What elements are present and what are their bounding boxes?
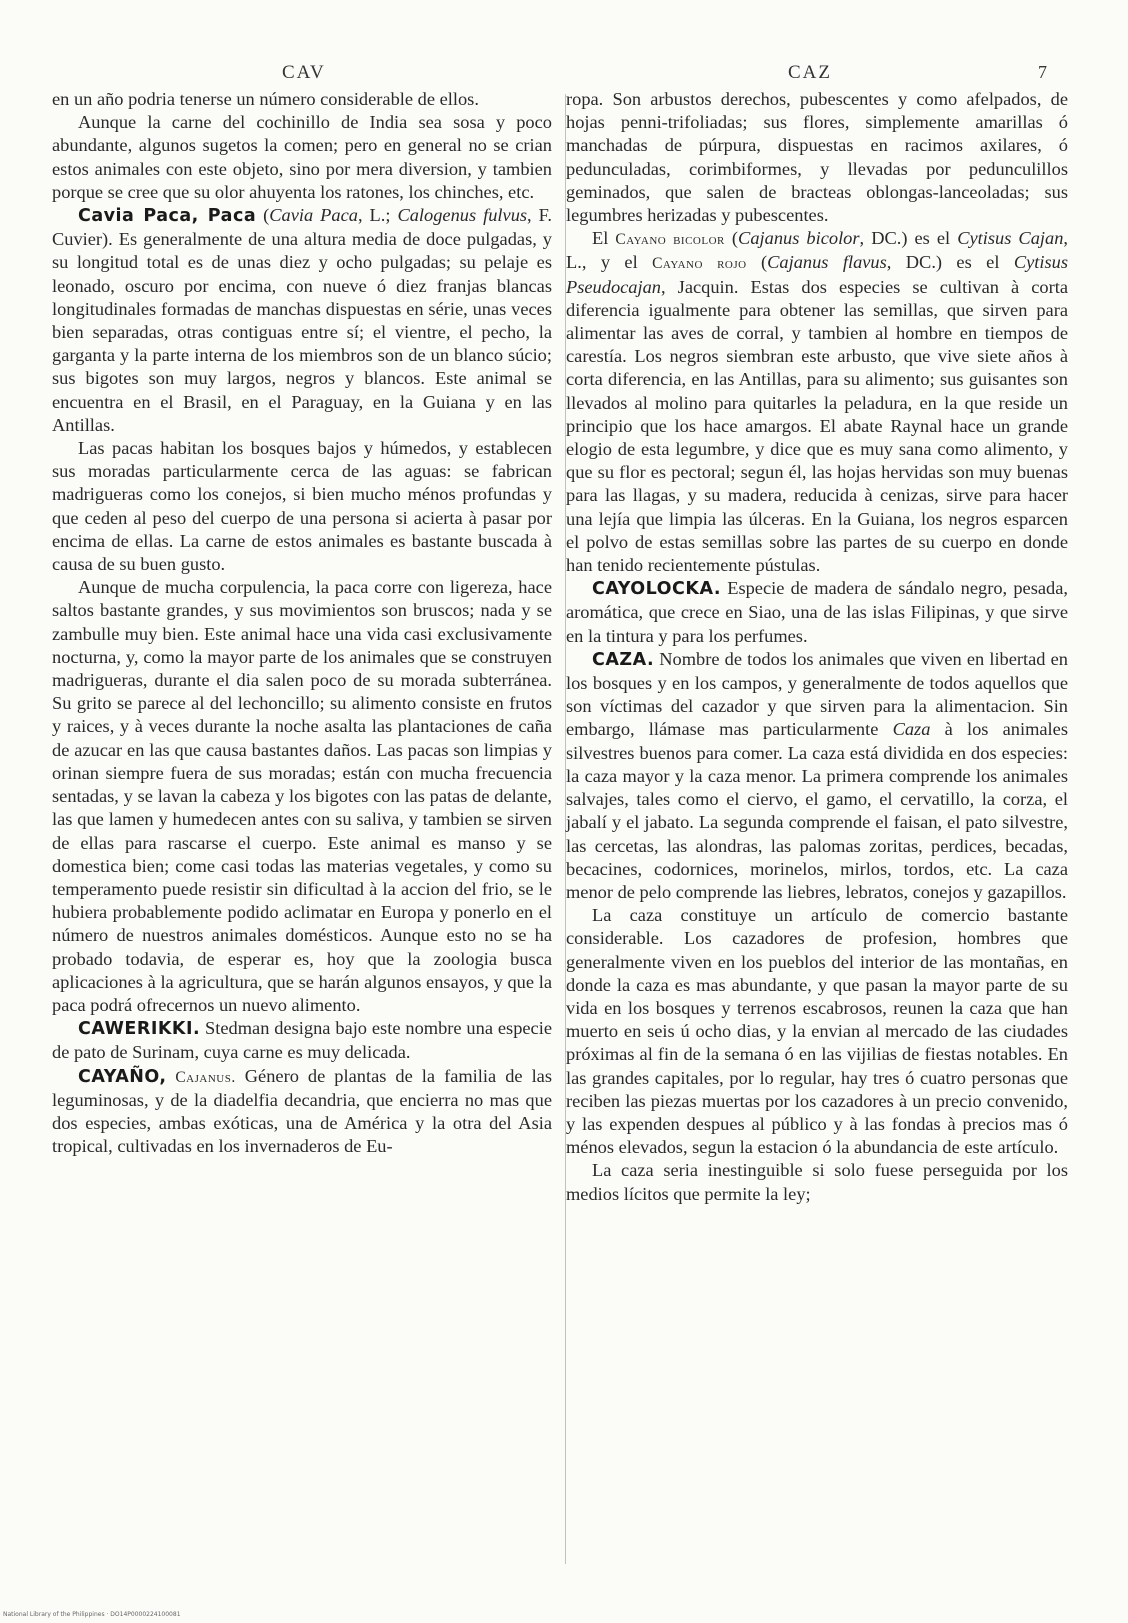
- paragraph: La caza seria inestinguible si solo fuese perseguida por los medios lícitos que permite la ley;: [566, 1160, 1068, 1204]
- headword: CAZA.: [592, 649, 655, 670]
- headword: CAYOLOCKA.: [592, 579, 721, 600]
- scientific-name: Calogenus fulvus: [397, 205, 528, 226]
- entry-text: Género de plantas de la familia de las leguminosas, y de la diadelfia decandria, que encierra no mas que dos especies, ambas exóticas, una de América y la otra del Asia tropical, cultivadas en los invernaderos de Eu-: [52, 1065, 553, 1157]
- scan-footer: National Library of the Philippines · DO14P0000224100081: [3, 1611, 181, 1618]
- scientific-name: Cajanus flavus: [767, 252, 887, 273]
- page-number: 7: [1038, 62, 1049, 82]
- running-header: [0, 62, 1128, 88]
- paragraph: La caza constituye un artículo de comercio bastante considerable. Los cazadores de profesion, hombres que generalmente viven en los pueblos del interior de las montañas, en donde la caza es mas abundante, y que pasan la mayor parte de su vida en los bosques y terrenos escabrosos, reunen la caza que han muerto en seis ú ocho dias, y la envian al mercado de las ciudades próximas al fin de la semana ó en las vijilias de fiestas notables. En las grandes capitales, por lo regular, hay tres ó cuatro personas que reciben las piezas muertas por los cazadores à un precio convenido, y las expenden despues al público y à las fondas à precios mas ó ménos elevados, segun la estacion ó la abundancia de este artículo.: [566, 905, 1068, 1158]
- paragraph: ropa. Son arbustos derechos, pubescentes y como afelpados, de hojas penni-trifoliadas; sus flores, simplemente amarillas ó manchadas de púrpura, dispuestas en racimos axilares, ó pedunculadas, corimbiformes, y llevadas por pedunculillos geminados, que salen de bracteas oblongas-lanceoladas; sus legumbres herizadas y pubescentes.: [566, 89, 1068, 226]
- entry-cayolocka: [566, 577, 1068, 648]
- scientific-name: Cytisus Cajan: [957, 228, 1064, 249]
- entry-text: , F. Cuvier). Es generalmente de una altura media de doce pulgadas, y su longitud total es de unas diez y ocho pulgadas; su pelaje es leonado, oscuro por encima, con nueve ó diez franjas blancas longitudinales formadas de manchas dispuestas en série, unas veces bien separadas, otras contiguas entre sí; el vientre, el pecho, la garganta y la parte interna de los miembros son de un blanco súcio; sus bigotes son muy largos, negros y blancos. Este animal se encuentra en el Brasil, en el Paraguay, en la Guiana y en las Antillas.: [52, 205, 552, 435]
- paragraph: en un año podria tenerse un número considerable de ellos.: [52, 89, 479, 109]
- left-column: [52, 88, 552, 1158]
- scientific-name: Cavia Paca: [269, 205, 358, 226]
- entry-cavia-paca: Cavia Paca, Paca (Cavia Paca, L.; Calogenus fulvus, F. Cuvier). Es generalmente de una altura media de doce pulgadas, y su longitud total es de unas diez y ocho pulgadas; su pelaje es leonado, oscuro por encima, con nueve ó diez franjas blancas longitudinales formadas de manchas dispuestas en série, unas veces bien separadas, otras contiguas entre sí; el vientre, el pecho, la garganta y la parte interna de los miembros son de un blanco súcio; sus bigotes son muy largos, negros y blancos. Este animal se encuentra en el Brasil, en el Paraguay, en la Guiana y en las Antillas.: [52, 205, 552, 435]
- latin-genus: Cajanus.: [166, 1068, 236, 1086]
- paragraph: El Cayano bicolor (Cajanus bicolor, DC.) es el Cytisus Cajan, L., y el Cayano rojo (Cajanus flavus, DC.) es el Cytisus Pseudocajan, Jacquin. Estas dos especies se cultivan à corta diferencia igualmente para obtener las semillas, que sirven para alimentar las aves de corral, y tambien al hombre en tiempos de carestía. Los negros siembran este arbusto, que vive siete años à corta diferencia, en las Antillas, para su alimento; sus guisantes son llevados al molino para quitarles la peladura, en la que reside un principio que los hace amargos. El abate Raynal hace un grande elogio de esta legumbre, y dice que es muy sana como alimento, y que su flor es pectoral; segun él, las hojas hervidas son muy buenas para las llagas, y su madera, reducida à cenizas, sirve para hacer una lejía que limpia las úlceras. En la Guiana, los negros esparcen el polvo de estas semillas sobre las partes de su cuerpo en donde han tenido recientemente pústulas.: [566, 228, 1068, 576]
- paragraph: Las pacas habitan los bosques bajos y húmedos, y establecen sus moradas particularmente cerca de las aguas: se fabrican madrigueras como los conejos, si bien mucho ménos profundas y que ceden al peso del cuerpo de una persona si acierta à pasar por encima de ellas. La carne de estos animales es bastante buscada à causa de su buen gusto.: [52, 438, 552, 575]
- headword: CAWERIKKI.: [78, 1019, 201, 1040]
- species-name: Cayano bicolor: [615, 231, 725, 249]
- scientific-name: Cytisus Pseudocajan: [566, 252, 1068, 297]
- header-left-guide-word: CAV: [282, 62, 326, 83]
- paragraph: Aunque la carne del cochinillo de India sea sosa y poco abundante, algunos sugetos la comen; pero en general no se crian estos animales con este objeto, sino por mera diversion, y tambien porque se cree que su olor ahuyenta los ratones, los chinches, etc.: [52, 112, 552, 202]
- entry-text: Especie de madera de sándalo negro, pesada, aromática, que crece en Siao, una de las islas Filipinas, y que sirve en la tintura y para los perfumes.: [566, 578, 1068, 646]
- entry-text: Stedman designa bajo este nombre una especie de pato de Surinam, cuya carne es muy delicada.: [52, 1018, 552, 1063]
- entry-caza: CAZA. Nombre de todos los animales que viven en libertad en los bosques y en los campos, y generalmente de todos aquellos que son víctimas del cazador y que sirven para la alimentacion. Sin embargo, llámase mas particularmente Caza à los animales silvestres buenos para comer. La caza está dividida en dos especies: la caza mayor y la caza menor. La primera comprende los animales salvajes, tales como el ciervo, el gamo, el cervatillo, la corza, el jabalí y el jabato. La segunda comprende el faisan, el pato silvestre, las cercetas, las alondras, las palomas zoritas, perdices, becadas, becacines, codornices, morinelos, mirlos, tordos, etc. La caza menor de pelo comprende las liebres, lebratos, conejos y gazapillos.: [566, 648, 1068, 902]
- species-name: Cayano rojo: [652, 255, 747, 273]
- entry-cawerikki: [52, 1017, 552, 1064]
- header-right-guide-word: CAZ: [788, 62, 832, 83]
- paragraph: Aunque de mucha corpulencia, la paca corre con ligereza, hace saltos bastante grandes, y sus movimientos son bruscos; nada y se zambulle muy bien. Este animal hace una vida casi exclusivamente nocturna, y, como la mayor parte de los animales que se construyen madrigueras, durante el dia salen poco de su morada subterránea. Su grito se parece al del lechoncillo; su alimento consiste en frutos y raices, y à veces durante la noche asalta las plantaciones de caña de azucar en las que causa bastantes daños. Las pacas son limpias y orinan siempre fuera de sus moradas; están con mucha frecuencia sentadas, y se lavan la cabeza y los bigotes con las patas de delante, las que lamen y humedecen antes con su saliva, y tambien se sirven de ellas para rascarse el cuerpo. Este animal es manso y se domestica bien; come casi todas las materias vegetales, y como su temperamento puede resistir sin dificultad à la accion del frio, se le hubiera probablemente podido aclimatar en Europa y ponerlo en el número de nuestros animales domésticos. Aunque esto no se ha probado todavia, de esperar es, hoy que la zoologia busca aplicaciones à la agricultura, que se harán algunos ensayos, y que la paca podrá ofrecernos un nuevo alimento.: [52, 577, 552, 1015]
- headword: CAYAÑO,: [78, 1066, 167, 1087]
- headword: Cavia Paca, Paca: [78, 206, 257, 227]
- right-column: [566, 88, 1068, 1206]
- entry-cayano: [52, 1065, 552, 1159]
- scientific-name: Cajanus bicolor: [738, 228, 860, 249]
